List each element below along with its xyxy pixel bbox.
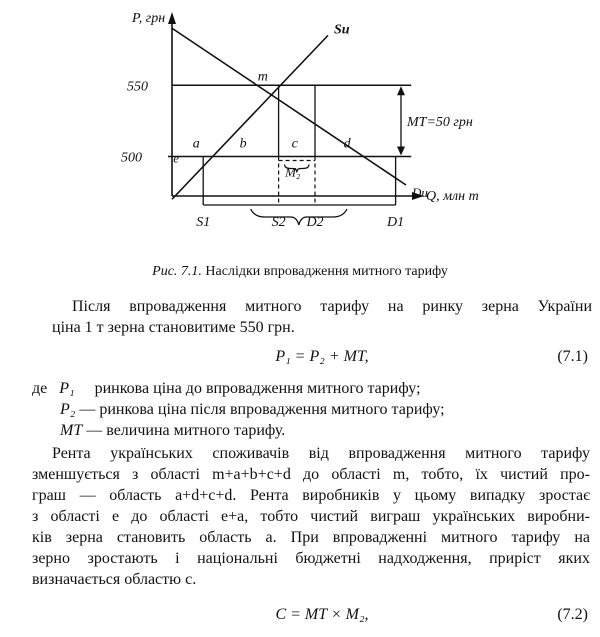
- definition-mt-text: — величина митного тарифу.: [86, 422, 286, 439]
- definition-p2-text: — ринкова ціна після впровадження митного тарифу;: [79, 401, 445, 418]
- paragraph-2-line-3: граш — область a+d+c+d. Рента виробників у цьому випадку зростає: [32, 487, 590, 504]
- equation-7-1: [52, 348, 592, 370]
- area-label-m2: M₂: [285, 164, 301, 180]
- definition-mt-symbol: MT: [60, 422, 83, 439]
- figure-number: Рис. 7.1.: [152, 264, 202, 279]
- area-label-a: a: [192, 136, 200, 152]
- y-axis-arrow: [168, 12, 176, 24]
- paragraph-1-line-1: Після впровадження митного тарифу на ринку зерна України: [72, 298, 592, 315]
- area-label-m: m: [257, 69, 268, 85]
- definition-prefix: де: [32, 380, 48, 397]
- area-label-c: c: [291, 136, 298, 152]
- y-axis-label: P, грн: [132, 11, 166, 26]
- paragraph-2-line-5: ків зерна становить область a. При впровадженні митного тарифу на: [32, 529, 590, 546]
- area-label-b: b: [239, 136, 247, 152]
- paragraph-2-line-4: з області e до області e+a, тобто чистий виграш українських виробни-: [32, 508, 590, 525]
- paragraph-1: [52, 296, 592, 338]
- area-label-d: d: [343, 136, 351, 152]
- x-tick-s1: S1: [196, 215, 211, 230]
- figure-title: Наслідки впровадження митного тарифу: [205, 264, 448, 279]
- definition-mt: [60, 422, 285, 440]
- equation-7-1-formula: P₁ = P₂ + MT,: [275, 348, 369, 365]
- x-tick-d2: D2: [306, 215, 324, 230]
- definition-p2-symbol: P₂: [60, 401, 76, 418]
- mt-arrowhead-bottom: [397, 147, 405, 156]
- equation-7-1-number: (7.1): [557, 348, 588, 365]
- figure-caption: [0, 264, 600, 280]
- tariff-chart: [0, 0, 600, 262]
- x-axis-label: Q, млн т: [426, 189, 479, 204]
- mt-annotation: MT=50 грн: [407, 114, 473, 130]
- equation-7-2-number: (7.2): [557, 606, 588, 623]
- definition-p1: [32, 380, 421, 398]
- paragraph-2-line-7: визначається областю c.: [32, 571, 197, 588]
- import-brace: [251, 209, 347, 225]
- paragraph-2-line-6: зерно зростають і національні бюджетні надходження, приріст яких: [32, 550, 590, 567]
- definition-p1-text: ринкова ціна до впровадження митного тарифу;: [94, 380, 421, 397]
- demand-curve-label: Dи: [412, 185, 428, 200]
- definition-p1-symbol: P₁: [59, 380, 75, 397]
- mt-arrowhead-top: [397, 86, 405, 95]
- supply-curve-label: Sи: [334, 22, 350, 38]
- y-tick-550: 550: [127, 79, 148, 95]
- area-label-e: e: [173, 150, 180, 166]
- y-tick-500: 500: [121, 150, 142, 166]
- paragraph-1-line-2: ціна 1 т зерна становитиме 550 грн.: [52, 319, 295, 336]
- x-tick-s2: S2: [271, 215, 286, 230]
- definition-p2: [60, 401, 445, 419]
- equation-7-2-formula: C = MT × M₂,: [275, 606, 369, 623]
- paragraph-2-line-1: Рента українських споживачів від впровадження митного тарифу: [52, 445, 590, 462]
- paragraph-2-line-2: зменшується з області m+a+b+c+d до області m, тобто, їх чистий про-: [32, 466, 590, 483]
- paragraph-2: [32, 443, 590, 590]
- equation-7-2: [52, 606, 592, 628]
- x-tick-d1: D1: [387, 215, 405, 230]
